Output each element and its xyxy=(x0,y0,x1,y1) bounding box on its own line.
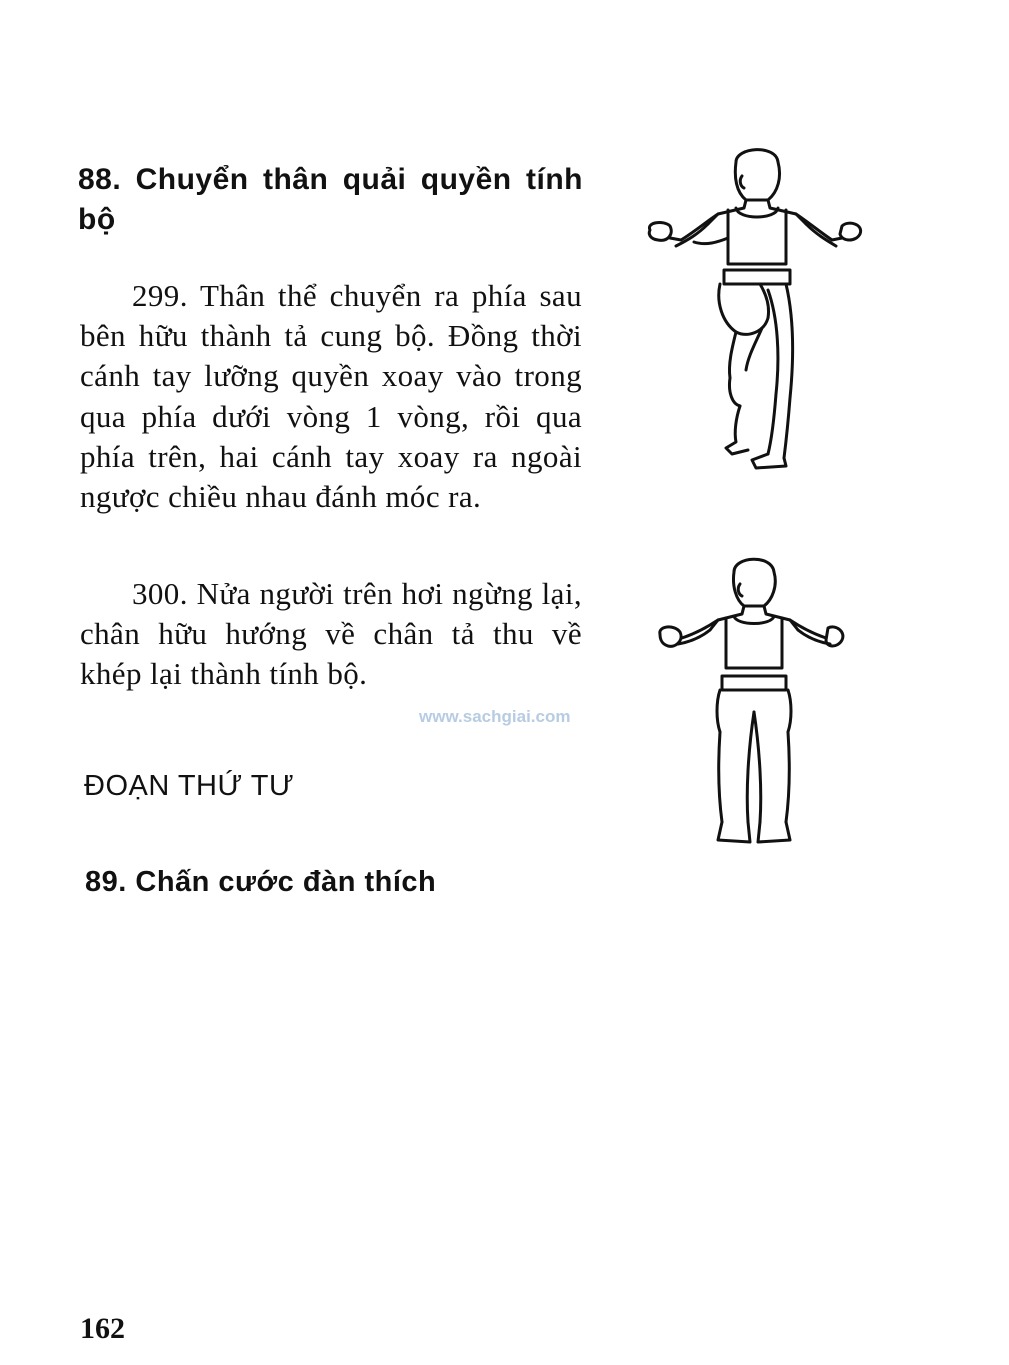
exercise-89-heading: 89. Chấn cước đàn thích xyxy=(85,866,437,898)
step-299-paragraph xyxy=(80,276,582,517)
step-300-text: 300. Nửa người trên hơi ngừng lại, chân hữu hướng về chân tả thu về khép lại thành tính bộ. xyxy=(80,576,582,692)
step-299-illustration xyxy=(636,142,866,472)
step-300-illustration xyxy=(650,552,850,857)
watermark-url: www.sachgiai.com xyxy=(419,707,571,726)
step-300-paragraph xyxy=(80,574,582,695)
section-title: ĐOẠN THỨ TƯ xyxy=(84,770,295,802)
step-299-text: 299. Thân thể chuyển ra phía sau bên hữu thành tả cung bộ. Đồng thời cánh tay lưỡng quyền xoay vào trong qua phía dưới vòng 1 vòng, rồi qua phía trên, hai cánh tay xoay ra ngoài ngược chiều nhau đánh móc ra. xyxy=(80,278,582,515)
page-number: 162 xyxy=(80,1312,125,1345)
exercise-88-heading: 88. Chuyển thân quải quyền tính bộ xyxy=(78,163,583,236)
